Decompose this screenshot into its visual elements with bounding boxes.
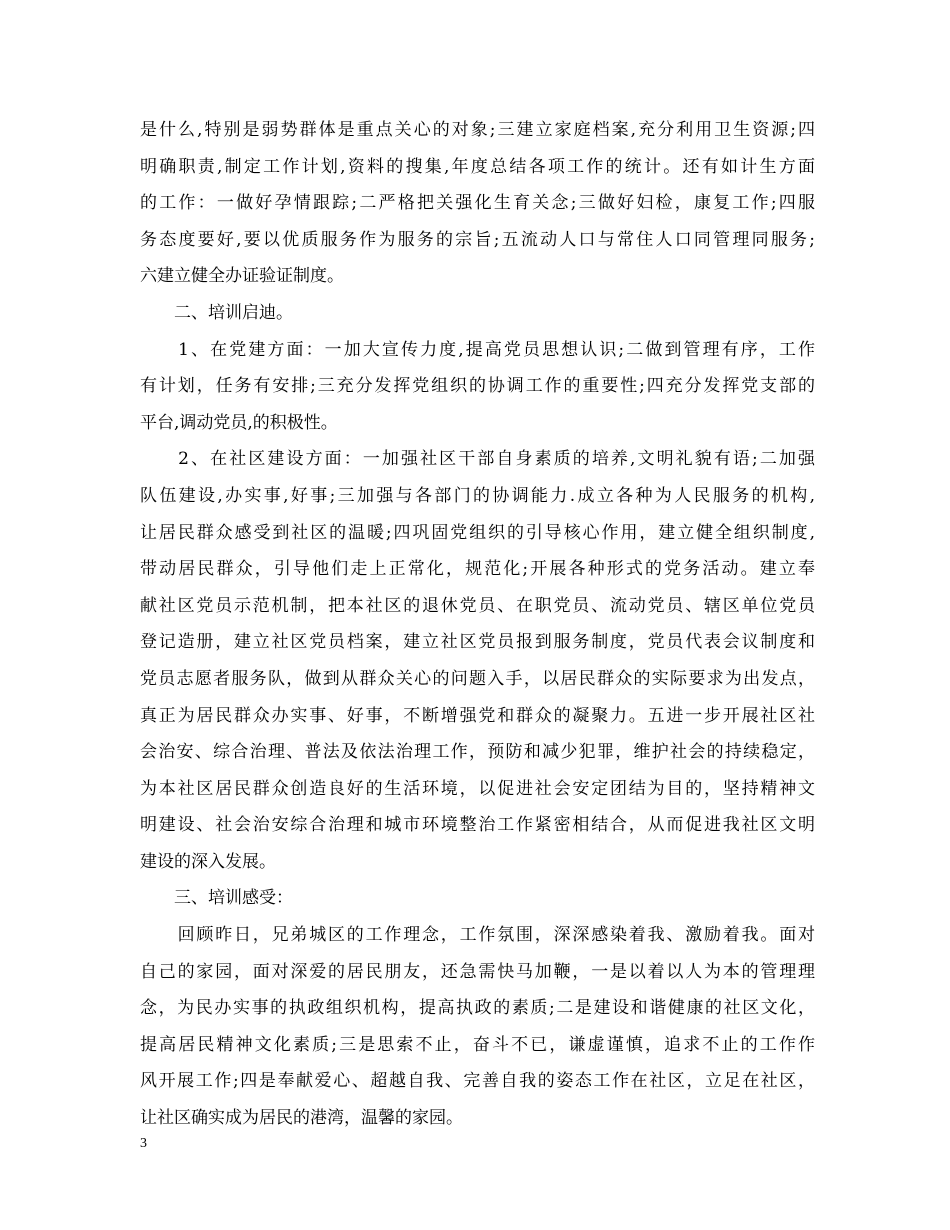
document-body [140,112,815,1137]
text-line: 是什么,特别是弱势群体是重点关心的对象;三建立家庭档案,充分利用卫生资源;四 [140,120,815,140]
text-line: 明确职责,制定工作计划,资料的搜集,年度总结各项工作的统计。还有如计生方面 [140,156,815,177]
text-line: 1、在党建方面：一加大宣传力度,提高党员思想认识;二做到管理有序，工作 [140,339,815,360]
text-line: 念，为民办实事的执政组织机构，提高执政的素质;二是建设和谐健康的社区文化， [140,998,815,1019]
text-line: 让社区确实成为居民的港湾，温馨的家园。 [140,1108,463,1129]
text-line: 会治安、综合治理、普法及依法治理工作，预防和减少犯罪，维护社会的持续稳定， [140,742,815,763]
text-line: 为本社区居民群众创造良好的生活环境，以促进社会安定团结为目的，坚持精神文 [140,778,815,799]
text-line: 六建立健全办证验证制度。 [140,266,344,287]
text-line: 明建设、社会治安综合治理和城市环境整治工作紧密相结合，从而促进我社区文明 [140,815,815,836]
text-line: 提高居民精神文化素质;三是思索不止，奋斗不已，谦虚谨慎，追求不止的工作作 [140,1034,815,1055]
text-line: 的工作：一做好孕情跟踪;二严格把关强化生育关念;三做好妇检，康复工作;四服 [140,193,815,214]
text-line: 务态度要好,要以优质服务作为服务的宗旨;五流动人口与常住人口同管理同服务; [140,229,815,250]
text-line: 二、培训启迪。 [140,302,293,323]
text-line: 带动居民群众，引导他们走上正常化，规范化;开展各种形式的党务活动。建立奉 [140,559,815,580]
text-line: 有计划，任务有安排;三充分发挥党组织的协调工作的重要性;四充分发挥党支部的 [140,376,815,397]
text-line: 党员志愿者服务队，做到从群众关心的问题入手，以居民群众的实际要求为出发点， [140,668,815,689]
text-line: 自己的家园，面对深爱的居民朋友，还急需快马加鞭，一是以着以人为本的管理理 [140,961,815,982]
page-number: 3 [140,1136,147,1151]
text-line: 登记造册，建立社区党员档案，建立社区党员报到服务制度，党员代表会议制度和 [140,632,815,653]
text-line: 回顾昨日，兄弟城区的工作理念，工作氛围，深深感染着我、激励着我。面对 [140,925,815,946]
text-line: 风开展工作;四是奉献爱心、超越自我、完善自我的姿态工作在社区，立足在社区， [140,1071,815,1092]
text-line: 建设的深入发展。 [140,851,276,872]
text-line: 让居民群众感受到社区的温暖;四巩固党组织的引导核心作用，建立健全组织制度, [140,522,815,543]
text-line: 平台,调动党员,的积极性。 [140,412,338,433]
text-line: 三、培训感受： [140,888,293,909]
text-line: 献社区党员示范机制，把本社区的退休党员、在职党员、流动党员、辖区单位党员 [140,595,815,616]
text-line: 真正为居民群众办实事、好事，不断增强党和群众的凝聚力。五进一步开展社区社 [140,705,815,726]
text-line: 队伍建设,办实事,好事;三加强与各部门的协调能力.成立各种为人民服务的机构, [140,485,815,506]
text-line: 2、在社区建设方面：一加强社区干部自身素质的培养,文明礼貌有语;二加强 [140,449,815,470]
